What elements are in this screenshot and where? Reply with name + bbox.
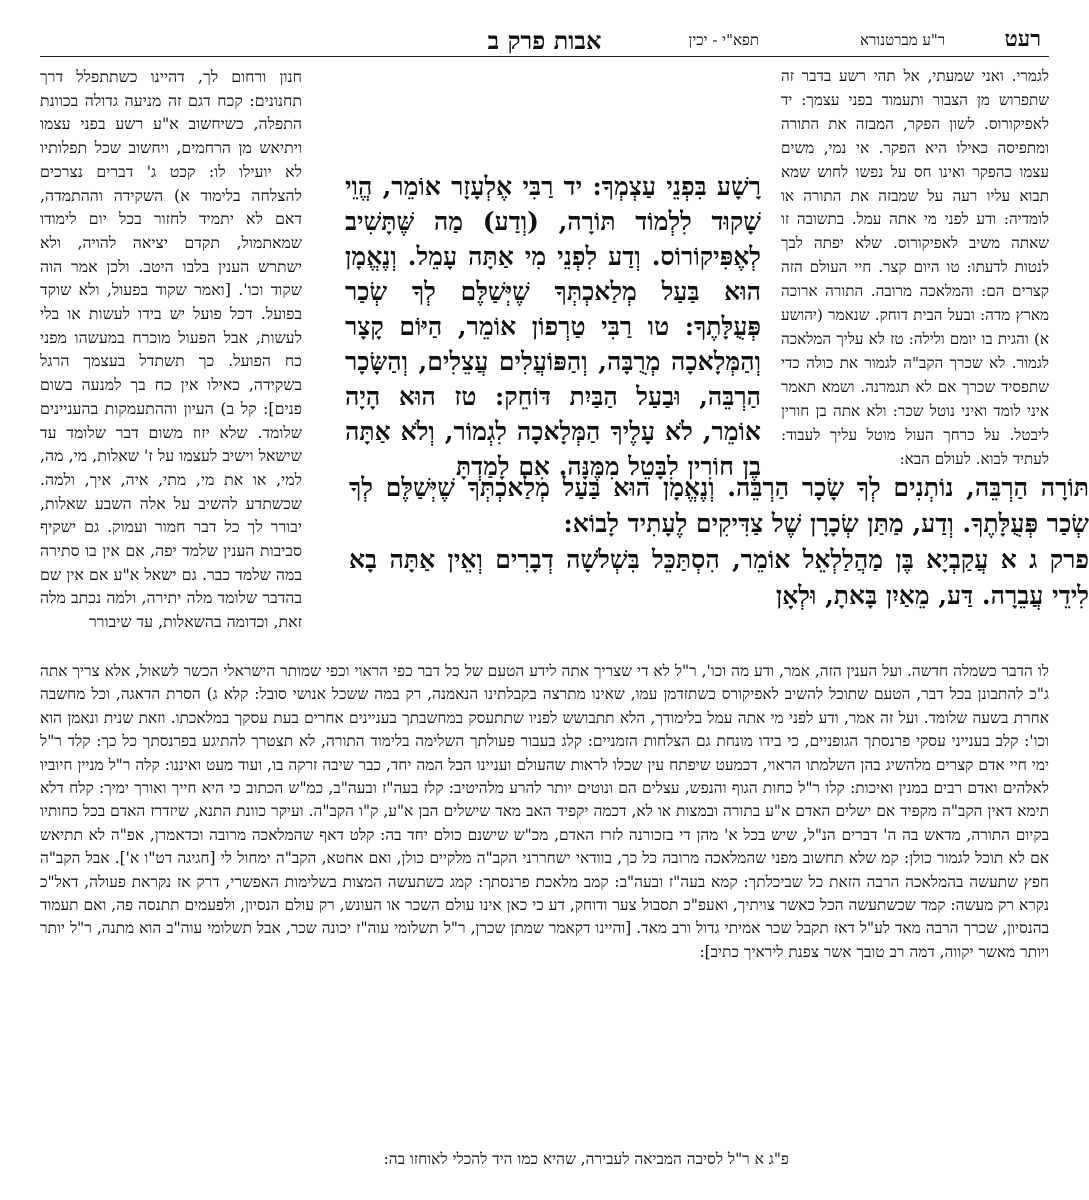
page-title: אבות פרק ב: [487, 26, 602, 55]
bartenura-commentary: לגמרי. ואני שמעתי, אל תהי רשע בדבר זה שתפרוש מן הצבור ותעמוד בפני עצמך: יד לאפיקורוס. לשון הפקר, המבזה את התורה ומתפיסה כאילו היא הפקר. אי נמי, משים עצמו כהפקר ואינו חס על נפשו לחוש שמא תבוא עליו רעה על שמבזה את התורה או לומדיה: ודע לפני מי אתה עמל. בתשובה זו שאתה משיב לאפיקורוס. שלא יפתה לבך לנטות לדעתו: טו היום קצר. חיי העולם הזה קצרים הם: והמלאכה מרובה. התורה ארוכה מארץ מדה: ובעל הבית דוחק. שנאמר (יהושע א) והגית בו יומם ולילה: טז לא עליך המלאכה לגמור. לא שכרך הקב"ה לגמור את כולה כדי שתפסיד שכרך אם לא תגמרנה. ושמא תאמר איני לומד ואיני נוטל שכר: ולא אתה בן חורין ליבטל. על כרחך העול מוטל עליך לעבוד: לעתיד לבוא. לעולם הבא:: [781, 67, 1049, 468]
yachin-commentary-lower: לו הדבר כשמלה חדשה. ועל הענין הזה, אמר, ודע מה וכו', ר"ל לא די שצריך אתה לידע הטעם של כל דבר כפי הראוי וכפי שמותר הישראלי הכשר לשאול, אלא צריך אתה ג"כ להתבונן בכל דבר, הטעם שתוכל להשיב לאפיקורס כשתזדמן עמו, שאינו מתרצה בקבלתינו הנאמנה, רק במה ששכל אנושי סובל: קלא ג) הסרת הדאגה, וכל מחשבה אחרת בשעה שלומד. ועל זה אמר, ודע לפני מי אתה עמל בלימודך, הלא תתבושש לפניו שתתעסק במחשבתך בעניינים אחרים בעת עסקך במלאכתו. וזאת שנית ונאמן הוא וכו': קלב בענייני עסקי פרנסתך הגופניים, כי בידו מונחת גם הצלחות הזמניים: קלג בעבור פעולתך השלימה בלימוד התורה, לא תצטרך להתיגע בפרנסתך כל כך: קלד ר"ל ימי חיי אדם קצרים מלהשיג בהן השלמתו הראוי, דכמעט שיפתח עין שכלו לראות שהעולם ועניינו הבל המה יחד, כבר שיבה זרקה בו, ועוד מעט ואיננו: קלה ר"ל מניין חיוביו לאלהים ואדם רבים במנין ואיכות: קלו ר"ל כחות הגוף והנפש, עצלים הם ונוטים יותר להרע מלהיטיב: קלז בעה"ז ובעה"ב, כמ"ש הכתוב כי היא חייך ואורך ימיך: קלח דלא תימא דאין הקב"ה מקפיד אם ישלים האדם א"ע בתורה ובמצות או לא, דכמה יקפיד האב מאד שישלים הבן א"ע, ק"ו הקב"ה. ועיקר כוונת התנא, שיזדרז האדם בכל כחותיו בקיום התורה, מדאש בה ה' דברים הנ"ל, שיש בכל א' מהן די בזכורנה לזרז האדם, מכ"ש שישנם כולם יחד בה: קלט דאף שהמלאכה מרובה וכדאמרן, אפ"ה לא תתיאש אם לא תוכל לגמור כולן: קמ שלא תחשוב מפני שהמלאכה מרובה כל כך, בוודאי ישחררני הקב"ה מלקיים כולן, ואם אחטא, הקב"ה ימחול לי [חגיגה דט"ו א']. אבל הקב"ה חפץ שתעשה בהמלאכה הרבה הזאת כל שביכלתך: קמא בעה"ז ובעה"ב: קמב מלאכת פרנסתך: קמג כשתעשה המצות בשלימות האפשרי, דרק אז נקראת פעולה, דאל"כ נקרא רק מעשה: קמד שכשתעשה הכל כאשר צויתיך, ואעפ"כ תסבול צער ודוחק, דע כי כאן אינו עולם השכר או העונש, רק עולם הנסיון, ולפעמים תתנסה פה, ואם תעמוד בהנסיון, שכרך הרבה מאד לע"ל דאז תקבל שכר אמיתי גדול ורב מאד. [והיינו דקאמר שמתן שכרן, ר"ל תשלומי עוה"ז יכונה שכר, אבל תשלומי עוה"ב הוא מתנה, ר"ל יותר ויותר מאשר יקווה, דמה רב טובך אשר צפנת ליראיך כתיב]:: [40, 662, 1049, 961]
page-header: [40, 22, 1049, 57]
mishnah-chapter-3-opening: פרק ג א עֲקַבְיָא בֶּן מַהֲלַלְאֵל אוֹמֵר, הִסְתַּכֵּל בִּשְׁלֹשָׁה דְבָרִים וְאֵין אַתָּה בָא לִידֵי עֲבֵרָה. דַּע, מֵאַיִן בָּאתָ, וּלְאָן: [349, 545, 1089, 610]
page-number: רעט: [1004, 26, 1041, 52]
yachin-commentary-upper: חנון ורחום לך, דהיינו כשתתפלל דרך תחנונים: קכח דגם זה מניעה גדולה בכוונת התפלה, כשיחשוב א"ע רשע בפני עצמו ויתיאש מן הרחמים, ויחשוב שכל תפלותיו לא יועילו לו: קכט ג' דברים נצרכים להצלחה בלימוד א) השקידה וההתמדה, דאם לא יתמיד לחזור בכל יום לימודו שמאתמול, תקדם יציאה להויה, ולא ישתרש הענין בלבו היטב. ולכן אמר הוה שקוד וכו'. [ואמר שקוד בפעול, ולא שוקד בפועל. דכל פועל יש בידו לעשות או בלי לעשות, אבל הפעול מוכרח במעשהו מפני כח הפועל. כך תשתדל בעצמך הרגל בשקידה, כאילו אין כח בך למנעה בשום פנים]: קל ב) העיון וההתעמקות בהעניינים שלומד. שלא יזוז משום דבר שלומד עד שישאל וישיב לעצמו על ז' שאלות, מי, מה, למי, או את מי, מתי, איה, איך, ולמה. שכשתדע להשיב על אלה השבע שאלות, יבורר לך כל דבר חמור ועמוק. גם ישקיף סביבות הענין שלמד יפה, אם אין בו סתירה במה שלמד כבר. גם ישאל א"ע אם אין שם בהדבר שלומד מלה יתירה, ולמה נכתב מלה זאת, וכדומה בהשאלות, עד שיבורר: [40, 67, 302, 632]
header-commentary-yachin: תפא"י - יכין: [688, 31, 759, 49]
mishnah-wide-block: [349, 470, 1089, 614]
header-commentary-bartenura: ר"ע מברטנורא: [860, 31, 946, 49]
bartenura-chapter-3-note: פ"ג א ר"ל לסיבה המביאה לעבירה, שהיא כמו היד להכלי לאוחזו בה:: [383, 1150, 789, 1168]
mishnah-text: רָשָׁע בִּפְנֵי עַצְמְךָ: יד רַבִּי אֶלְעָזָר אוֹמֵר, הֱוֵי שָׁקוּד לִלְמוֹד תּוֹרָה, (וְדַע) מַה שֶּׁתָּשִׁיב לְאֶפִּיקוֹרוֹס. וְדַע לִפְנֵי מִי אַתָּה עָמֵל. וְנֶאֱמָן הוּא בַּעַל מְלַאכְתְּךָ שֶׁיְּשַׁלֶּם לְךָ שְׂכַר פְּעֻלָּתֶךָ: טו רַבִּי טַרְפוֹן אוֹמֵר, הַיּוֹם קָצָר וְהַמְּלָאכָה מְרֻבָּה, וְהַפּוֹעֲלִים עֲצֵלִים, וְהַשָּׂכָר הַרְבֵּה, וּבַעַל הַבַּיִת דּוֹחֵק: טז הוּא הָיָה אוֹמֵר, לֹא עָלֶיךָ הַמְּלָאכָה לִגְמוֹר, וְלֹא אַתָּה בֶן חוֹרִין לִבָּטֵל מִמֶּנָּה. אִם לָמַדְתָּ: [345, 172, 761, 481]
mishnah-continuation: תּוֹרָה הַרְבֵּה, נוֹתְנִים לְךָ שָׂכָר הַרְבֵּה. וְנֶאֱמָן הוּא בַּעַל מְלַאכְתְּךָ שֶׁיְּשַׁלֶּם לְךָ שְׂכַר פְּעֻלָּתֶךָ. וְדַע, מַתַּן שְׂכָרָן שֶׁל צַדִּיקִים לֶעָתִיד לָבוֹא:: [349, 473, 1089, 538]
